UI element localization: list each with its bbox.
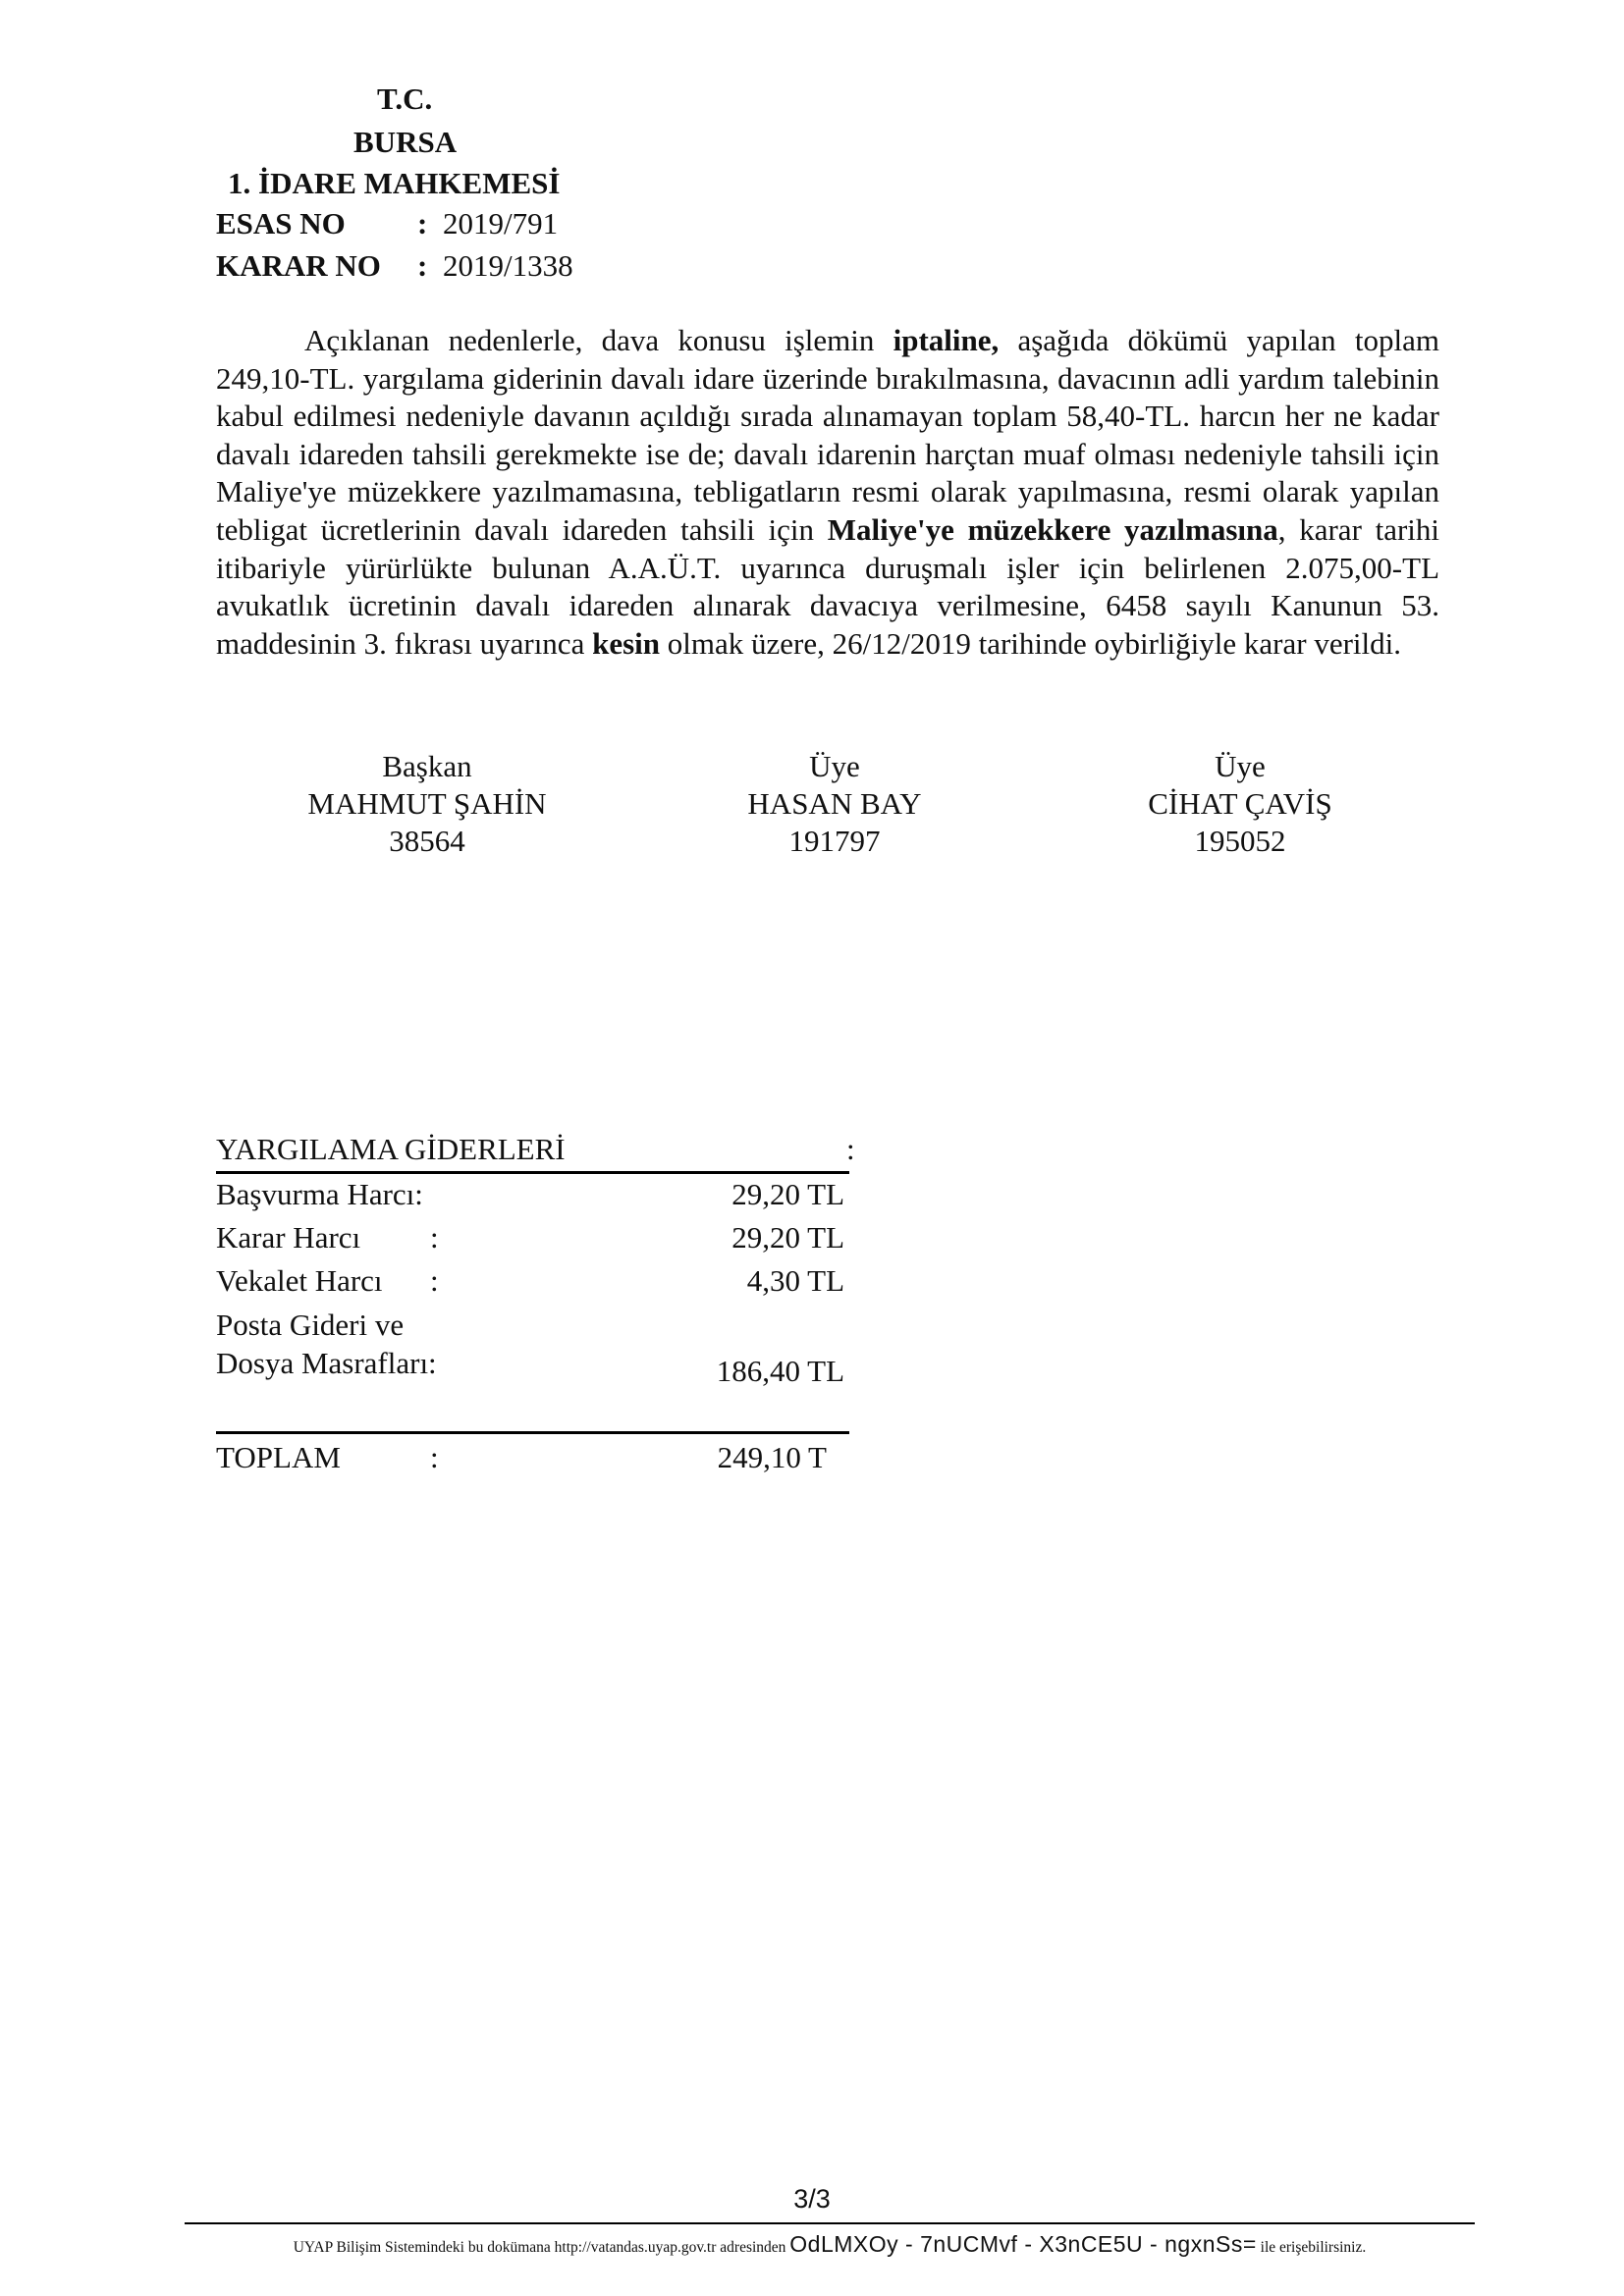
signature-name: HASAN BAY [747,786,922,821]
esas-label: ESAS NO [216,206,346,240]
karar-colon: : [417,248,428,283]
footer-rule [185,2222,1475,2224]
page-number: 3/3 [793,2184,831,2214]
expense-colon: : [430,1263,439,1298]
esas-row [216,202,573,244]
total-colon: : [430,1440,439,1474]
expenses-title-colon: : [846,1132,855,1166]
footer-prefix: UYAP Bilişim Sistemindeki bu dokümana http://vatandas.uyap.gov.tr adresinden [293,2239,790,2256]
signature-role: Başkan [382,749,472,783]
signature-number: 195052 [1194,824,1286,858]
expense-label: Dosya Masrafları: [216,1346,437,1380]
expense-amount: 29,20 TL [731,1220,844,1255]
total-amount: 249,10 T [717,1440,827,1474]
footer-suffix: ile erişebilirsiniz. [1256,2239,1367,2256]
expense-label: Vekalet Harcı [216,1263,383,1298]
expense-label: Karar Harcı [216,1220,361,1255]
decision-text-2: aşağıda dökümü yapılan toplam 249,10-TL. yargılama giderinin davalı idare üzerinde bırakılmasına, davacının adli yardım talebinin kabul edilmesi nedeniyle davanın açıldığı sırada alınamayan toplam 58,40-TL. harcın her ne kadar davalı idareden tahsili gerekmekte ise de; davalı idarenin harçtan muaf olması nedeniyle tahsili için Maliye'ye müzekkere yazılmamasına, tebligatların resmi olarak yapılmasına, resmi olarak yapılan tebligat ücretlerinin davalı idareden tahsili için [216,323,1439,547]
expense-amount: 29,20 TL [731,1177,844,1211]
expenses-title-rule [216,1171,849,1174]
signature-number: 191797 [788,824,881,858]
karar-label: KARAR NO [216,248,381,283]
decision-bold-kesin: kesin [592,625,661,661]
esas-colon: : [417,206,428,240]
court-header-city: BURSA [353,125,458,159]
footer-verification [185,2231,1475,2258]
expense-label: Başvurma Harcı: [216,1177,423,1211]
signature-name: MAHMUT ŞAHİN [307,786,547,821]
expense-amount: 4,30 TL [746,1263,844,1298]
decision-bold-iptal: iptaline, [893,323,1000,357]
court-header-name: 1. İDARE MAHKEMESİ [228,166,561,200]
court-header-tc: T.C. [377,81,433,116]
signature-member-2 [1093,748,1387,860]
expense-label: Posta Gideri ve [216,1308,405,1342]
decision-paragraph [216,322,1439,663]
karar-value: 2019/1338 [443,248,573,283]
decision-text-1: Açıklanan nedenlerle, dava konusu işlemin [304,323,893,357]
case-info [216,202,573,287]
karar-row [216,244,573,287]
signature-number: 38564 [389,824,465,858]
total-label: TOPLAM [216,1440,341,1474]
expense-colon: : [430,1220,439,1255]
expense-amount: 186,40 TL [716,1354,844,1388]
footer-verification-code: OdLMXOy - 7nUCMvf - X3nCE5U - ngxnSs= [789,2231,1257,2257]
signature-role: Üye [809,749,860,783]
decision-bold-muzekkere: Maliye'ye müzekkere yazılmasına [827,511,1278,547]
expenses-total-rule [216,1431,849,1434]
signature-name: CİHAT ÇAVİŞ [1148,786,1332,821]
expenses-title: YARGILAMA GİDERLERİ [216,1132,566,1166]
signature-role: Üye [1215,749,1266,783]
esas-value: 2019/791 [443,206,559,240]
signature-chair [280,748,574,860]
signature-member-1 [687,748,982,860]
decision-text-4: olmak üzere, 26/12/2019 tarihinde oybirliğiyle karar verildi. [660,625,1401,661]
decision-text-3: , karar tarihi itibariyle yürürlükte bulunan A.A.Ü.T. uyarınca duruşmalı işler için belirlenen 2.075,00-TL avukatlık ücretinin davalı idareden alınarak davacıya verilmesine, 6458 sayılı Kanunun 53. maddesinin 3. fıkrası uyarınca [216,511,1440,661]
